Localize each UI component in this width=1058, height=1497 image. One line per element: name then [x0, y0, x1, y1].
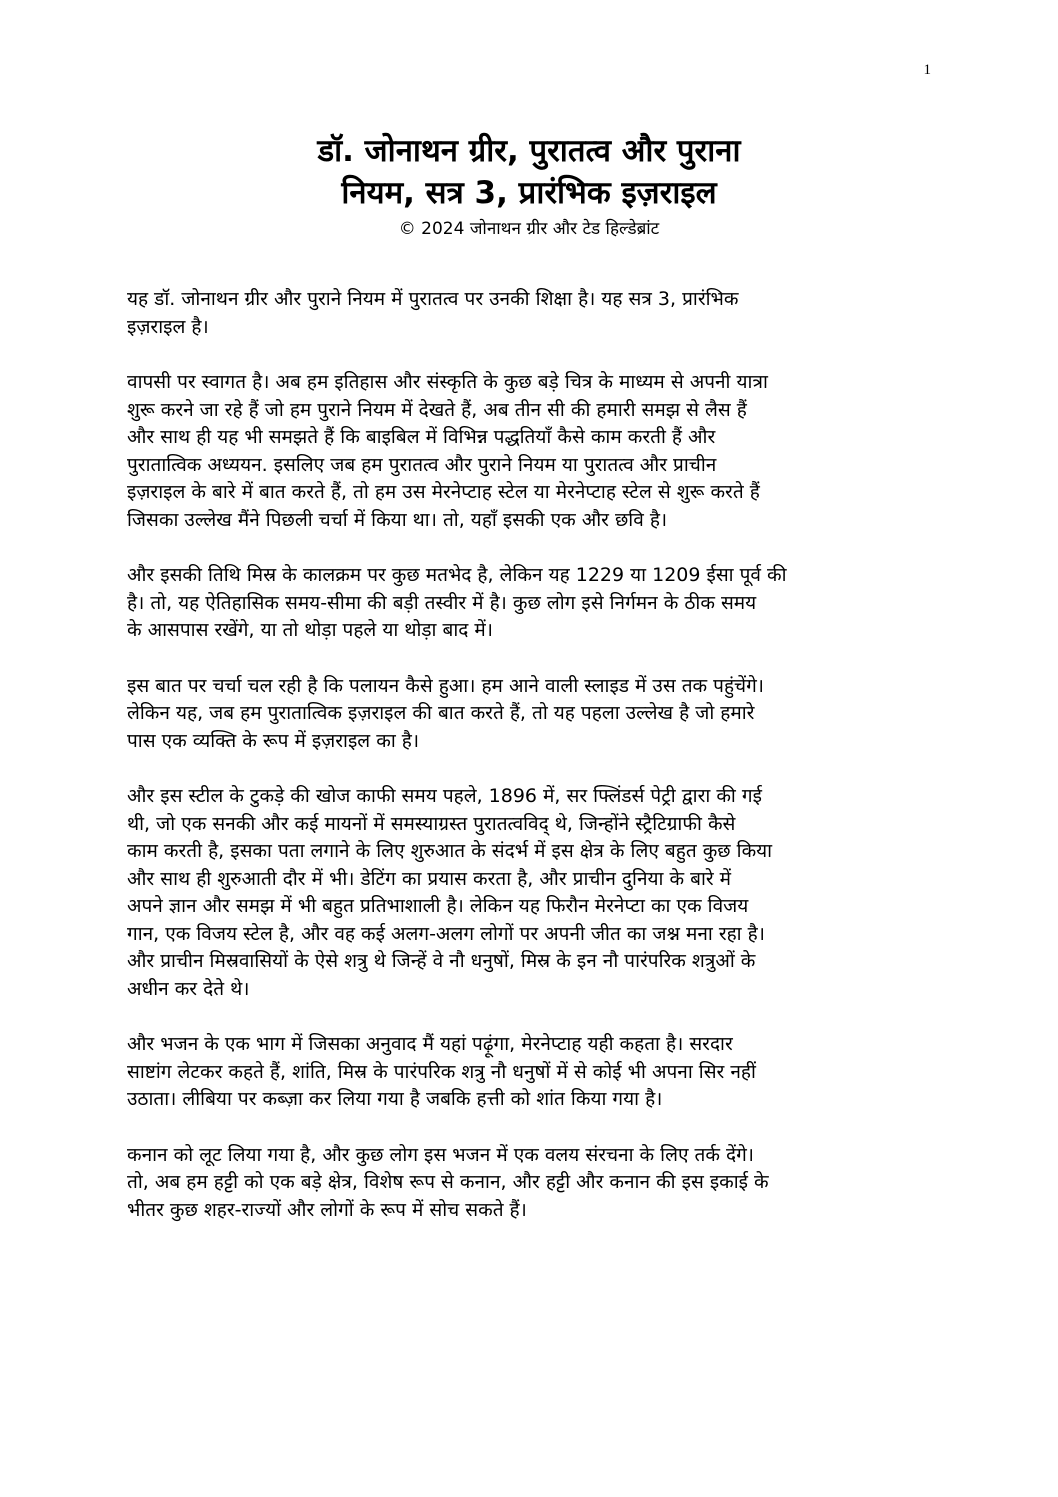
paragraph-canaan: कनान को लूट लिया गया है, और कुछ लोग इस भजन में एक वलय संरचना के लिए तर्क देंगे। तो, अब हम हट्टी को एक बड़े क्षेत्र, विशेष रूप से कनान, और हट्टी और कनान की इस इकाई के भीतर कुछ शहर-राज्यों और लोगों के रूप में सोच सकते हैं। [127, 1143, 769, 1221]
paragraph-intro: यह डॉ. जोनाथन ग्रीर और पुराने नियम में पुरातत्व पर उनकी शिक्षा है। यह सत्र 3, प्रारंभिक इज़राइल है। [127, 288, 739, 338]
paragraph-hymn: और भजन के एक भाग में जिसका अनुवाद मैं यहां पढ़ूंगा, मेरनेप्टाह यही कहता है। सरदार साष्टांग लेटकर कहते हैं, शांति, मिस्र के पारंपरिक शत्रु नौ धनुषों में से कोई भी अपना सिर नहीं उठाता। लीबिया पर कब्ज़ा कर लिया गया है जबकि हत्ती को शांत किया गया है। [127, 1033, 756, 1110]
document-title-line-2: नियम, सत्र 3, प्रारंभिक इज़राइल [341, 175, 717, 211]
document-body [127, 286, 937, 1252]
paragraph-welcome: वापसी पर स्वागत है। अब हम इतिहास और संस्कृति के कुछ बड़े चित्र के माध्यम से अपनी यात्रा शुरू करने जा रहे हैं जो हम पुराने नियम में देखते हैं, अब तीन सी की हमारी समझ से लैस हैं और साथ ही यह भी समझते हैं कि बाइबिल में विभिन्न पद्धतियाँ कैसे काम करती हैं और पुरातात्विक अध्ययन. इसलिए जब हम पुरातत्व और पुराने नियम या पुरातत्व और प्राचीन इज़राइल के बारे में बात करते हैं, तो हम उस मेरनेप्टाह स्टेल या मेरनेप्टाह स्टेल से शुरू करते हैं जिसका उल्लेख मैंने पिछली चर्चा में किया था। तो, यहाँ इसकी एक और छवि है। [127, 371, 768, 531]
copyright-notice: © 2024 जोनाथन ग्रीर और टेड हिल्डेब्रांट [398, 219, 660, 239]
paragraph-dating: और इसकी तिथि मिस्र के कालक्रम पर कुछ मतभेद है, लेकिन यह 1229 या 1209 ईसा पूर्व की है। तो, यह ऐतिहासिक समय-सीमा की बड़ी तस्वीर में है। कुछ लोग इसे निर्गमन के ठीक समय के आसपास रखेंगे, या तो थोड़ा पहले या थोड़ा बाद में। [127, 564, 787, 641]
page-number: 1 [923, 62, 931, 78]
document-header [0, 130, 1058, 240]
paragraph-discovery: और इस स्टील के टुकड़े की खोज काफी समय पहले, 1896 में, सर फ्लिंडर्स पेट्री द्वारा की गई थी, जो एक सनकी और कई मायनों में समस्याग्रस्त पुरातत्वविद् थे, जिन्होंने स्ट्रैटिग्राफी कैसे काम करती है, इसका पता लगाने के लिए शुरुआत के संदर्भ में इस क्षेत्र के लिए बहुत कुछ किया और साथ ही शुरुआती दौर में भी। डेटिंग का प्रयास करता है, और प्राचीन दुनिया के बारे में अपने ज्ञान और समझ में भी बहुत प्रतिभाशाली है। लेकिन यह फिरौन मेरनेप्टा का एक विजय गान, एक विजय स्टेल है, और वह कई अलग-अलग लोगों पर अपनी जीत का जश्न मना रहा है। और प्राचीन मिस्रवासियों के ऐसे शत्रु थे जिन्हें वे नौ धनुषों, मिस्र के इन नौ पारंपरिक शत्रुओं के अधीन कर देते थे। [127, 785, 773, 1000]
paragraph-exodus: इस बात पर चर्चा चल रही है कि पलायन कैसे हुआ। हम आने वाली स्लाइड में उस तक पहुंचेंगे। लेकिन यह, जब हम पुरातात्विक इज़राइल की बात करते हैं, तो यह पहला उल्लेख है जो हमारे पास एक व्यक्ति के रूप में इज़राइल का है। [127, 674, 765, 752]
document-title-line-1: डॉ. जोनाथन ग्रीर, पुरातत्व और पुराना [317, 133, 741, 169]
